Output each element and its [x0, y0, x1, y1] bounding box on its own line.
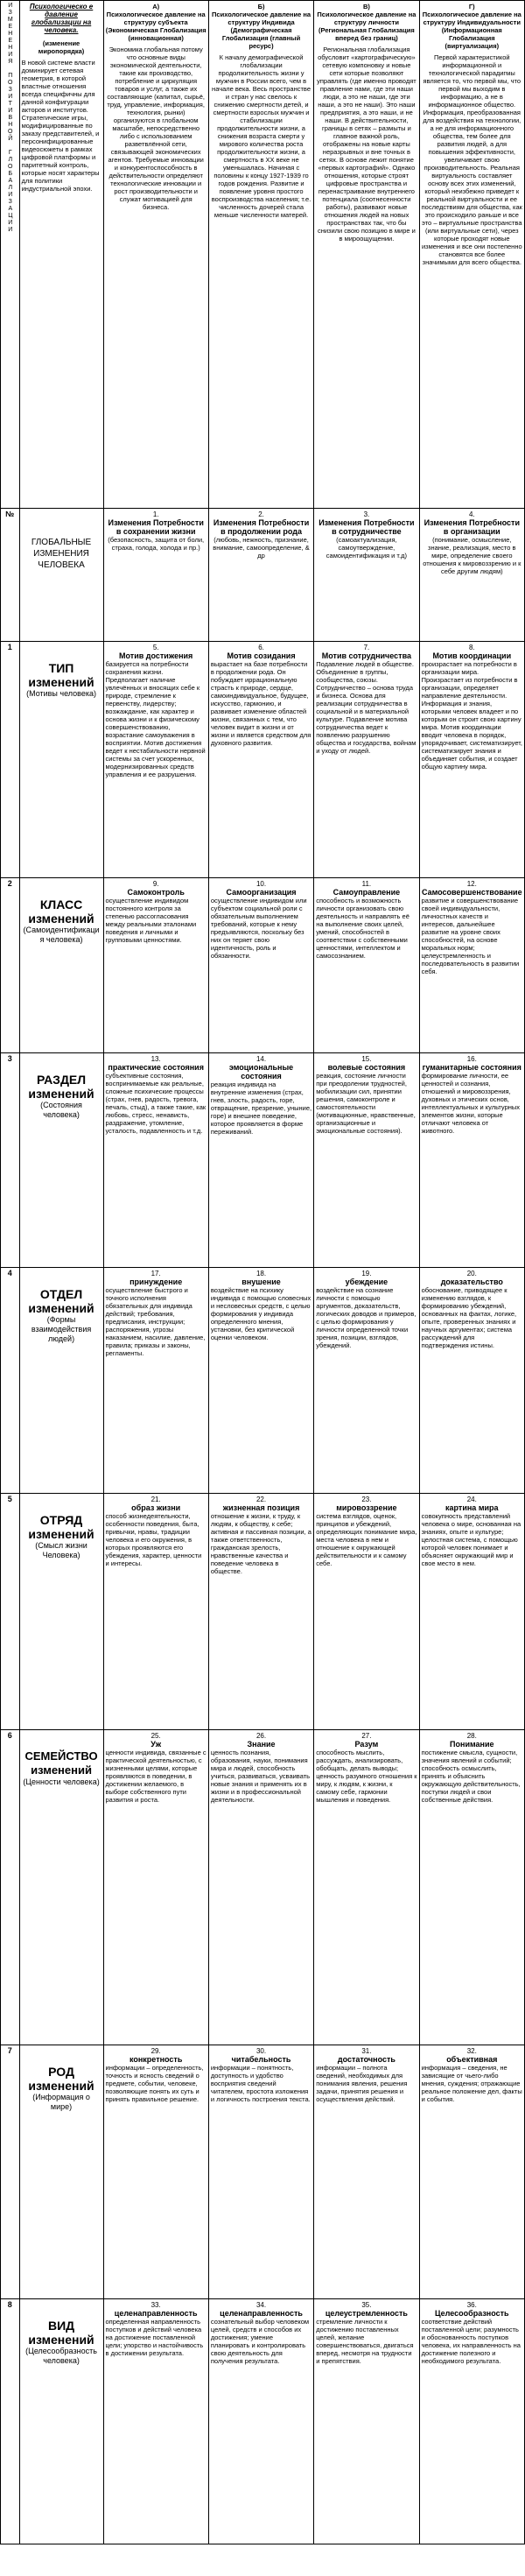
- cell-text: (любовь, нежность, признание, внимание, самоопределение, & др: [213, 536, 310, 560]
- table-cell: [208, 1730, 313, 2045]
- row-number: 1: [7, 643, 12, 651]
- cell-heading: Мотив сотрудничества: [321, 651, 411, 660]
- column-a-letter: А): [152, 3, 160, 11]
- row-sublabel: (Формы взаимодействия людей): [31, 1315, 92, 1343]
- cell-heading: целенаправленность: [114, 2309, 198, 2318]
- cell-number: 16.: [466, 1055, 477, 1063]
- cell-text: информации – определенность, точность и ясность сведений о предмете, событии, человеке, позволяющие понять их суть и принять правильное решение.: [105, 2064, 204, 2103]
- row-label-cell: [19, 1268, 103, 1494]
- cell-text: ценность познания, образования, науки, понимания мира и людей, способность учиться, развиваться, усваивать новые знания и применять их в жизни и в профессиональной деятельности.: [210, 1749, 311, 1804]
- cell-number: 21.: [150, 1496, 161, 1503]
- cell-text: информация – сведения, не зависящие от чьего-либо мнения, суждения; отражающие реальное положение дел, факты и события.: [421, 2064, 522, 2103]
- row-label: КЛАСС изменений: [28, 897, 94, 926]
- cell-number: 12.: [466, 880, 477, 888]
- table-cell: [103, 878, 208, 1053]
- cell-text: формирование личности, ее ценностей и сознания, отношений и мировоззрения, духовных и этических основ, интеллектуальных и культурных элементов жизни, которые отличают человека от животного.: [421, 1072, 521, 1135]
- cell-text: вырастает на базе потребности в продолжении рода. Он побуждает иррациональную страсть к природе, сердце, самоиндивидуальное, будущее, искусство, гармонию, и развивает изменение областей жизни, связанных с тем, что человек видит в жизни и от жизни и является средством для духовного развития.: [210, 660, 312, 747]
- table-cell: [314, 642, 419, 878]
- row-label: ТИП изменений: [28, 661, 94, 689]
- cell-text: сознательный выбор человеком целей, средств и способов их достижения; умение планировать и контролировать свою деятельность для получения результата.: [210, 2318, 310, 2365]
- cell-heading: Самосовершенствование: [421, 888, 522, 897]
- row-label-cell: [19, 509, 103, 642]
- table-row: [1, 878, 525, 1053]
- row-number-cell: [1, 642, 20, 878]
- cell-number: 29.: [150, 2047, 161, 2055]
- cell-heading: Изменения Потребности в продолжении рода: [213, 518, 310, 536]
- cell-number: 2.: [258, 510, 264, 518]
- row-sublabel: (Целесообразность человека): [25, 2347, 97, 2365]
- row-number: 6: [7, 1731, 12, 1740]
- cell-number: 11.: [361, 880, 372, 888]
- row-label-cell: [19, 2045, 103, 2299]
- row-sublabel: (Состояния человека): [40, 1101, 82, 1119]
- cell-number: 25.: [150, 1732, 161, 1740]
- cell-text: произрастает на потребности в организации мира. Произрастает из потребности в организации, определяет направление деятельности. Информация и знания, которыми человек владеет и по которым он строит свою картину мира. Мотив координации вводит человека в порядок, упорядочивает, систематизирует, систематизирует знания и объединяет события, и создает общую картину мира.: [421, 660, 522, 771]
- intro-text: В новой системе власти доминирует сетевая геометрия, в которой властные отношения всегда специфичны для данной конфигурации акторов и институтов. Стратегические игры, модифицированные по заказу представителей, и персонифицированные видеосюжеты в рамках цифровой платформы и паритетный контроль, которые носят характеры для политики индустриальной эпохи.: [21, 59, 100, 193]
- cell-heading: жизненная позиция: [222, 1503, 300, 1512]
- column-b-subtitle: (Демографическая Глобализация (главный ресурс): [221, 26, 301, 50]
- table-cell: [419, 642, 524, 878]
- cell-heading: Самоконтроль: [127, 888, 185, 897]
- cell-text: базируется на потребности сохранения жизни. Предполагает наличие увлечённых и вносящих себе к природе, стремление к первенству, лидерству; возжаждание, как характер и основа жизни и к физическому совершенствованию, возрастание самоуважения в восприятии. Мотив достижения ведет к нестабильности нервной системы за счет ускоренных, модернизированных средств управления и ее разрушения.: [105, 660, 206, 778]
- cell-heading: Самоуправление: [332, 888, 401, 897]
- column-d-letter: Г): [468, 3, 475, 11]
- row-number: 2: [7, 879, 12, 888]
- table-cell: [314, 1730, 419, 2045]
- cell-text: осуществление индивидом или субъектом социальной роли с обязательным выполнением требований, которые к нему предъявляются, поскольку без них он теряет свою идентичность, роль и обязанности.: [210, 897, 307, 960]
- cell-number: 8.: [468, 644, 475, 651]
- cell-number: 20.: [466, 1270, 477, 1277]
- cell-heading: Мотив достижения: [119, 651, 193, 660]
- cell-heading: объективная: [446, 2055, 498, 2064]
- cell-heading: убеждение: [345, 1277, 388, 1286]
- table-row: [1, 1268, 525, 1494]
- row-number-cell: [1, 1730, 20, 2045]
- cell-text: ценности индивида, связанные с практической деятельностью, с жизненными целями, которые проявляются в поведении, в достижении желаемого, в выборе собственного пути развития и роста.: [105, 1749, 206, 1804]
- cell-text: развитие и совершенствование своей индивидуальности, личностных качеств и интересов, дальнейшее развитие на уровне своих способностей, на основе моральных норм; целеустремленность и последовательность в развитии себя.: [421, 897, 520, 975]
- row-number-cell: [1, 2045, 20, 2299]
- row-number-cell: [1, 509, 20, 642]
- table-cell: [419, 1494, 524, 1730]
- cell-heading: целеустремленность: [325, 2309, 408, 2318]
- table-cell: [419, 2045, 524, 2299]
- cell-heading: мировоззрение: [336, 1503, 397, 1512]
- table-cell: [314, 2299, 419, 2544]
- row-number: 8: [7, 2300, 12, 2309]
- side-label-cell: [1, 1, 20, 509]
- cell-number: 18.: [256, 1270, 267, 1277]
- row-label-cell: [19, 1494, 103, 1730]
- cell-number: 24.: [466, 1496, 477, 1503]
- row-sublabel: (Информация о мире): [32, 2093, 90, 2111]
- cell-number: 27.: [361, 1732, 372, 1740]
- cell-heading: Уж: [150, 1740, 162, 1749]
- table-cell: [103, 1268, 208, 1494]
- cell-heading: достаточность: [337, 2055, 396, 2064]
- cell-text: Подавление людей в обществе. Объединение в группы, сообщества, союзы. Сотрудничество – основа труда и бизнеса. Основа для реализации сотрудничества в социальной и в материальной культуре. Подавление мотива сотрудничества ведет к появлению разрушению общества и государства, войнам и уходу от людей.: [316, 660, 416, 755]
- row-number: 7: [7, 2046, 12, 2055]
- table-cell: [103, 642, 208, 878]
- intro-subhead: (изменение миропорядка): [38, 39, 85, 55]
- header-row: [1, 1, 525, 509]
- cell-number: 3.: [363, 510, 370, 518]
- column-a-text: Экономика глобальная потому что основные виды экономической деятельности, такие как производство, потребление и циркуляция товаров и услуг, а также их составляющие (капитал, сырьё, труд, управление, информация, технология, рынки) организуются в глобальном масштабе, непосредственно либо с использованием разветвлённой сети, связывающей экономических агентов. Требуемые инновации и конкурентоспособность в действительности определяют технологические инновации и рост производительности и служат мотивацией для бизнеса.: [107, 46, 206, 211]
- cell-heading: Разум: [354, 1740, 379, 1749]
- cell-heading: конкретность: [129, 2055, 183, 2064]
- cell-number: 31.: [361, 2047, 372, 2055]
- cell-number: 4.: [468, 510, 475, 518]
- cell-number: 14.: [256, 1055, 267, 1063]
- cell-text: отношение к жизни, к труду, к людям, к обществу, к себе; активная и пассивная позиции, а также ответственность, гражданская зрелость, нравственные качества и поведение человека в обществе.: [210, 1512, 312, 1575]
- table-row: [1, 509, 525, 642]
- cell-number: 35.: [361, 2301, 372, 2309]
- cell-number: 10.: [256, 880, 267, 888]
- cell-heading: Знание: [247, 1740, 276, 1749]
- row-number-cell: [1, 1268, 20, 1494]
- row-sublabel: (Самоидентификация человека): [23, 926, 100, 944]
- intro-title: Психологическо е давление глобализации на человека.: [29, 3, 94, 34]
- cell-text: информации – понятность, доступность и удобство восприятия сведений читателем, простота изложения и логичность построения текста.: [210, 2064, 311, 2103]
- cell-number: 30.: [256, 2047, 267, 2055]
- table-cell: [419, 1268, 524, 1494]
- column-c-letter: В): [362, 3, 370, 11]
- cell-number: 7.: [363, 644, 370, 651]
- table-cell: [419, 509, 524, 642]
- table-cell: [208, 1494, 313, 1730]
- cell-heading: Самоорганизация: [226, 888, 297, 897]
- row-label-cell: [19, 878, 103, 1053]
- table-cell: [208, 1053, 313, 1268]
- column-d: [419, 1, 524, 509]
- cell-text: способность и возможность личности организовать свою деятельность и направлять её на выполнение своих целей, умений, способностей в соответствии с собственными ценностями, интеллектом и самосознанием.: [316, 897, 410, 960]
- table-cell: [208, 2045, 313, 2299]
- cell-text: постижение смысла, сущности, значения явлений и событий; способность осмыслить, принять и объяснить окружающую действительность, поступки людей и свои собственные действия.: [421, 1749, 521, 1804]
- cell-number: 9.: [152, 880, 159, 888]
- column-d-title: Психологическое давление на структуру Индивидуальности: [422, 11, 522, 26]
- column-c: [314, 1, 419, 509]
- cell-heading: Изменения Потребности в организации: [424, 518, 520, 536]
- table-cell: [314, 509, 419, 642]
- cell-number: 13.: [150, 1055, 161, 1063]
- cell-number: 26.: [256, 1732, 267, 1740]
- row-number-cell: [1, 1494, 20, 1730]
- table-cell: [419, 1053, 524, 1268]
- cell-heading: образ жизни: [131, 1503, 181, 1512]
- cell-text: воздействие на психику индивида с помощью словесных и несловесных средств, с целью формирования у индивида определенного мнения, установки, без критической оценки человеком.: [210, 1286, 312, 1341]
- cell-text: способ жизнедеятельности, особенности поведения, быта, привычки, нравы, традиции человека и его окружения, в которых проявляются его убеждения, характер, ценности и интересы.: [105, 1512, 202, 1567]
- row-number: 3: [7, 1054, 12, 1063]
- table-cell: [103, 1730, 208, 2045]
- table-cell: [208, 509, 313, 642]
- row-label: ВИД изменений: [28, 2319, 94, 2347]
- table-row: [1, 1053, 525, 1268]
- cell-number: 23.: [361, 1496, 372, 1503]
- table-cell: [314, 878, 419, 1053]
- cell-text: (понимание, осмысление, знание, реализация, место в мире, определение своего отношения к мировоззрению и к себе другим людям): [423, 536, 522, 575]
- column-b: [208, 1, 313, 509]
- column-c-text: Региональная глобализация обусловит «картографическую» сетевую компоновку и новые сети которые позволяют управлять (где именно проводят правление нами, где эти наши люди, а это не наши, где эти наши, а это не наши). Это наши предприятия, а это наши, и не наши. В действительности, границы в сетях – размыты и главное важной роль, отображены на новые карты неразрывных и вне точных в сетях. В основе лежит понятие «первых картографий». Однако отношения, которые строят цифровые пространства и перенастраивание внутреннего потенциала (соотнесенности работы), развивают новые отношения людей на новых пространствах так, что бы снизили свою позицию в мире и в мироощущении.: [317, 46, 416, 243]
- cell-heading: картина мира: [445, 1503, 499, 1512]
- column-d-text: Первой характеристикой информационной и технологической парадигмы является то, что первой мы, что первой мы выходим в информацию, а не в информационное общество. Информация, преобразованная для воздействия на технологии, а не для информационного общества, тем более для развития людей, а для повышения эффективности, увеличивает свою производительность. Реальная виртуальность составляет основу всех этих изменений, который неизбежно приведет к реальной виртуальности и ее последствиям для общества, как это происходило раньше и все это – виртуальные пространства (или виртуальные сети), через которые проходят новые изменения и все они постепенно становятся все более значимыми для всего общества.: [421, 53, 522, 266]
- cell-heading: внушение: [242, 1277, 281, 1286]
- cell-text: обоснование, приводящее к изменению взглядов, к формированию убеждений, основанных на фактах, логике, опыте, проверенных знаниях и научных аргументах; система рассуждений для подтверждения истины.: [421, 1286, 517, 1349]
- cell-heading: Понимание: [450, 1740, 494, 1749]
- cell-heading: Изменения Потребности в сотрудничестве: [318, 518, 415, 536]
- cell-heading: доказательство: [440, 1277, 503, 1286]
- table-cell: [103, 509, 208, 642]
- row-sublabel: (Смысл жизни Человека): [35, 1541, 88, 1559]
- row-label: ОТДЕЛ изменений: [28, 1287, 94, 1315]
- cell-text: совокупность представлений человека о мире, основанная на знаниях, опыте и культуре; целостная система, с помощью которой человек понимает и объясняет окружающий мир и свое место в нем.: [421, 1512, 522, 1567]
- cell-heading: волевые состояния: [327, 1063, 406, 1072]
- table-cell: [314, 1053, 419, 1268]
- column-a: [103, 1, 208, 509]
- table-cell: [419, 2299, 524, 2544]
- side-label: ИЗМЕНЕНИЯ ПОЗИТИВНОЙ ГЛОБАЛИЗАЦИИ: [7, 3, 14, 234]
- table-cell: [208, 2299, 313, 2544]
- row-number: №: [5, 510, 15, 518]
- column-d-subtitle: (Информационная Глобализация (виртуализация): [441, 26, 502, 50]
- cell-number: 36.: [466, 2301, 477, 2309]
- cell-number: 19.: [361, 1270, 372, 1277]
- table-row: [1, 642, 525, 878]
- table-cell: [314, 1494, 419, 1730]
- cell-heading: Мотив созидания: [227, 651, 296, 660]
- column-c-subtitle: (Региональная Глобализация вперед без границ): [318, 26, 415, 42]
- table-cell: [103, 2299, 208, 2544]
- table-row: [1, 2299, 525, 2544]
- cell-number: 5.: [152, 644, 159, 651]
- cell-number: 6.: [258, 644, 264, 651]
- table-row: [1, 2045, 525, 2299]
- table-row: [1, 1730, 525, 2045]
- row-number-cell: [1, 1053, 20, 1268]
- cell-heading: эмоциональные состояния: [228, 1063, 294, 1080]
- cell-number: 33.: [150, 2301, 161, 2309]
- cell-text: воздействие на сознание личности с помощью аргументов, доказательств, логических доводов и примеров, с целью формирования у личности определенной точки зрения, позиции, взглядов, убеждений.: [316, 1286, 416, 1349]
- row-number-cell: [1, 2299, 20, 2544]
- intro-cell: [19, 1, 103, 509]
- cell-heading: Мотив координации: [432, 651, 512, 660]
- cell-number: 17.: [150, 1270, 161, 1277]
- cell-text: соответствие действий поставленной цели; разумность и обоснованность поступков человека, их направленность на достижение полезного и необходимого результата.: [421, 2318, 521, 2365]
- row-label-cell: [19, 2299, 103, 2544]
- row-label-cell: [19, 1053, 103, 1268]
- row-label-cell: [19, 1730, 103, 2045]
- cell-text: стремление личности к достижению поставленных целей, желание совершенствоваться, двигаться вперед, несмотря на трудности и препятствия.: [316, 2318, 414, 2365]
- row-number-cell: [1, 878, 20, 1053]
- table-cell: [208, 642, 313, 878]
- table-row: [1, 1494, 525, 1730]
- column-a-title: Психологическое давление на структуру субъекта: [106, 11, 206, 26]
- cell-number: 22.: [256, 1496, 267, 1503]
- cell-number: 1.: [152, 510, 159, 518]
- cell-heading: Целесообразность: [434, 2309, 509, 2318]
- cell-text: осуществление индивидом постоянного контроля за степенью рассогласования между реальными эталонами поведения и личными и групповыми ценностями.: [105, 897, 197, 944]
- cell-heading: принуждение: [130, 1277, 183, 1286]
- table-cell: [208, 1268, 313, 1494]
- row-sublabel: (Мотивы человека): [26, 689, 96, 698]
- cell-text: способность мыслить, рассуждать, анализировать, обобщать, делать выводы; ценность разумного отношения к миру, к людям, к жизни, к самому себе, гармонии мышления и поведения.: [316, 1749, 417, 1804]
- cell-text: субъективные состояния, воспринимаемые как реальные, сложные психические процессы (страх, гнев, радость, тревога, печаль, стыд), а также такие, как любовь, стресс, ненависть, раздражение, утомление, усталость, подавленность и т.д.: [105, 1072, 206, 1135]
- column-b-letter: Б): [257, 3, 265, 11]
- cell-text: определенная направленность поступков и действий человека на достижение поставленной цели; упорство и настойчивость в достижении результата.: [105, 2318, 204, 2357]
- column-c-title: Психологическое давление на структуру личности: [317, 11, 416, 26]
- cell-text: (самоактуализация, самоутверждение, самоидентификация и т.д): [326, 536, 407, 560]
- row-label: РОД изменений: [28, 2065, 94, 2093]
- column-b-text: К началу демографической глобализации продолжительность жизни у мужчин в России всего, чем в начале века. Весь пространстве и стран у нас свелось к снижению смертности детей, и смертности взрослых мужчин и стабилизации продолжительности жизни, а снижения возраста смерти у мирового количества роста продолжительности жизни, а смертность в XX веке не уменьшалась. Начиная с половины к концу 1927-1939 го годов рождения. Развитие и появление уровня простого воспроизводства населения; т.е. численность дочерей стала меньше численности матерей.: [211, 53, 312, 219]
- cell-heading: Изменения Потребности в сохранении жизни: [108, 518, 204, 536]
- cell-text: осуществление быстрого и точного исполнения обязательных для индивида действий; требования, предписания, инструкции; распоряжения, угрозы наказанием, насилие, давление, правила; приказы и законы, регламенты.: [105, 1286, 206, 1357]
- cell-heading: гуманитарные состояния: [422, 1063, 522, 1072]
- cell-text: информации – полнота сведений, необходимых для понимания явления, решения задачи, принятия решения и осуществления действий.: [316, 2064, 408, 2103]
- row-number: 4: [7, 1269, 12, 1277]
- row-sublabel: (Ценности человека): [23, 1777, 100, 1786]
- table-cell: [419, 1730, 524, 2045]
- row-number: 5: [7, 1495, 12, 1503]
- table-cell: [314, 1268, 419, 1494]
- column-b-title: Психологическое давление на структуру Индивида: [212, 11, 312, 26]
- cell-text: реакция, состояние личности при преодолении трудностей, мобилизации сил, принятии решения, самоконтроле и самостоятельности (мотивационные, нравственные, организационные и эмоциональные состояния).: [316, 1072, 416, 1135]
- cell-number: 34.: [256, 2301, 267, 2309]
- cell-text: (безопасность, защита от боли, страха, голода, холода и пр.): [108, 536, 205, 552]
- row-label: СЕМЕЙСТВО изменений: [24, 1749, 98, 1777]
- cell-text: реакция индивида на внутренние изменения (страх, гнев, злость, радость, горе, отвращение, презрение, уныние, горе) и внешнее поведение, которое проявляется в форме переживаний.: [210, 1080, 312, 1136]
- table-cell: [103, 1494, 208, 1730]
- cell-heading: целенаправленность: [220, 2309, 303, 2318]
- table-cell: [314, 2045, 419, 2299]
- cell-number: 32.: [466, 2047, 477, 2055]
- row-label: ОТРЯД изменений: [28, 1513, 94, 1541]
- table-cell: [419, 878, 524, 1053]
- row-label-cell: [19, 642, 103, 878]
- column-a-subtitle: (Экономическая Глобализация (инновационная): [105, 26, 206, 42]
- cell-heading: читабельность: [231, 2055, 291, 2064]
- row-label: ГЛОБАЛЬНЫЕ ИЗМЕНЕНИЯ ЧЕЛОВЕКА: [31, 538, 92, 570]
- row-label: РАЗДЕЛ изменений: [28, 1073, 94, 1101]
- table-cell: [208, 878, 313, 1053]
- table-cell: [103, 1053, 208, 1268]
- cell-heading: практические состояния: [108, 1063, 204, 1072]
- cell-text: система взглядов, оценок, принципов и убеждений, определяющих понимание мира, места человека в нем и отношение к окружающей действительности и к самому себе.: [316, 1512, 417, 1567]
- cell-number: 15.: [361, 1055, 372, 1063]
- table-cell: [103, 2045, 208, 2299]
- cell-number: 28.: [466, 1732, 477, 1740]
